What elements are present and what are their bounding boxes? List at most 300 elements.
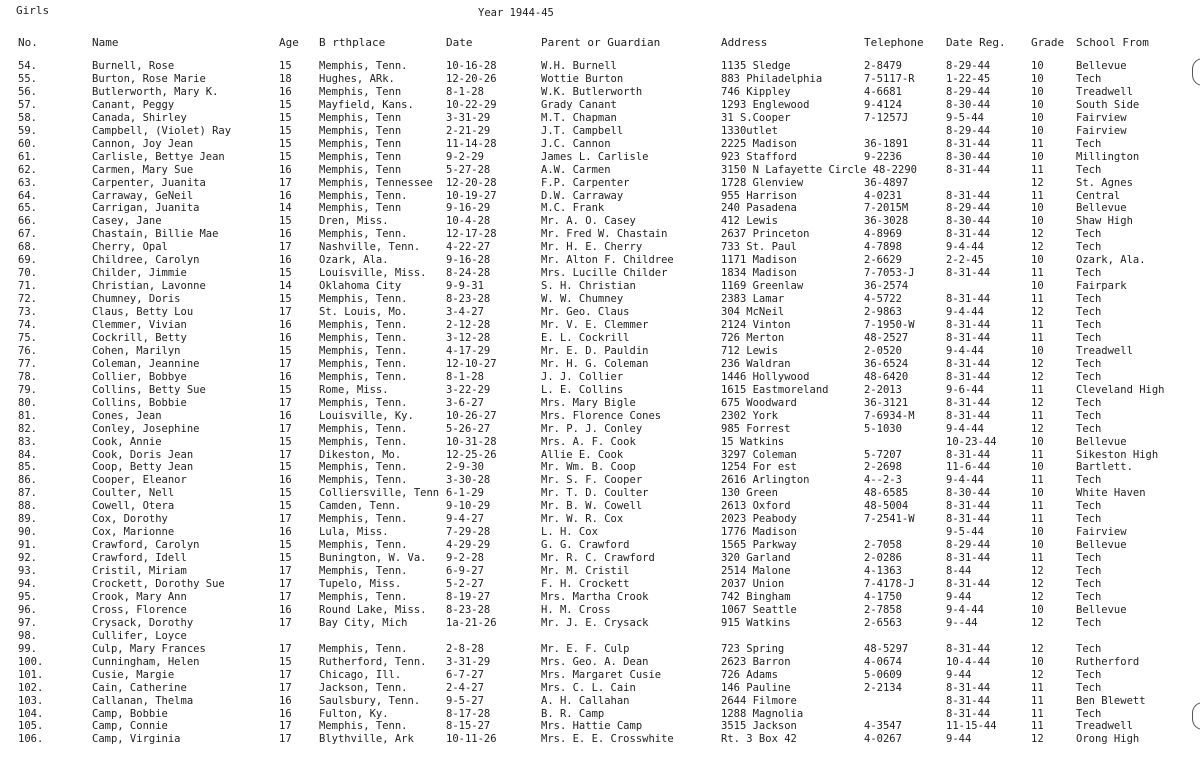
row-telephone: 7-6934-M [864,409,915,422]
row-age: 16 [279,603,292,616]
row-name: Cook, Annie [92,435,162,448]
row-date-reg: 9-4-44 [946,241,984,254]
row-parent: W. W. Chumney [541,293,624,306]
row-grade: 12 [1031,370,1044,383]
row-telephone: 4-6681 [864,85,902,98]
row-grade: 12 [1031,396,1044,409]
row-school-from: Bellevue [1076,539,1127,552]
row-address: 723 Spring [721,642,785,655]
table-row [0,487,1200,500]
row-no: 89. [18,513,37,526]
row-date-reg: 8-31-44 [946,137,991,150]
row-telephone: 4-1363 [864,565,902,578]
table-row [0,656,1200,669]
row-no: 101. [18,668,44,681]
row-address: 1776 Madison [721,526,797,539]
row-date: 8-23-28 [446,293,491,306]
row-date: 2-8-28 [446,642,484,655]
row-school-from: Fairview [1076,526,1127,539]
row-school-from: Treadwell [1076,720,1133,733]
row-address: 2637 Princeton [721,228,810,241]
row-address: 146 Pauline [721,681,791,694]
row-date-reg: 8-31-44 [946,448,991,461]
row-age: 17 [279,306,292,319]
row-grade: 10 [1031,655,1044,668]
row-no: 71. [18,280,37,293]
table-row [0,280,1200,293]
row-date-reg: 8-31-44 [946,163,991,176]
row-birthplace: Mayfield, Kans. [319,98,414,111]
row-address: 1067 Seattle [721,603,797,616]
table-row [0,474,1200,487]
row-address: 236 Waldran [721,357,791,370]
row-name: Childree, Carolyn [92,254,200,267]
row-no: 75. [18,331,37,344]
row-address: 726 Adams [721,668,778,681]
row-no: 57. [18,98,37,111]
row-parent: G. G. Crawford [541,539,630,552]
row-date: 9-10-29 [446,500,491,513]
row-grade: 12 [1031,642,1044,655]
row-birthplace: Memphis, Tennessee [319,176,433,189]
row-no: 80. [18,396,37,409]
row-no: 84. [18,448,37,461]
row-no: 64. [18,189,37,202]
row-name: Cooper, Eleanor [92,474,187,487]
row-school-from: Fairpark [1076,280,1127,293]
row-telephone: 48-5004 [864,500,909,513]
table-row [0,552,1200,565]
row-birthplace: Camden, Tenn. [319,500,402,513]
row-school-from: White Haven [1076,487,1146,500]
row-name: Clemmer, Vivian [92,319,187,331]
row-parent: Mr. J. E. Crysack [541,616,649,629]
row-address: 2616 Arlington [721,474,810,487]
row-grade: 10 [1031,280,1044,293]
row-birthplace: Ozark, Ala. [319,254,389,267]
row-date-reg: 8-31-44 [946,694,991,707]
row-school-from: Tech [1076,513,1102,526]
table-row [0,254,1200,267]
row-date: 8-1-28 [446,370,484,383]
row-date: 3-22-29 [446,383,491,396]
row-address: 1565 Parkway [721,539,797,552]
table-row [0,526,1200,539]
table-row [0,720,1200,733]
row-date-reg: 8-31-44 [946,500,991,513]
row-no: 79. [18,383,37,396]
row-school-from: Ben Blewett [1076,694,1146,707]
row-address: 1254 For est [721,461,797,474]
row-no: 59. [18,124,37,137]
row-parent: Mrs. A. F. Cook [541,435,636,448]
row-name: Carlisle, Bettye Jean [92,150,225,163]
row-name: Callanan, Thelma [92,694,194,707]
row-no: 68. [18,241,37,254]
row-telephone: 4-0674 [864,655,902,668]
row-name: Canada, Shirley [92,111,187,124]
row-date-reg: 8-31-44 [946,331,991,344]
table-row [0,241,1200,254]
row-age: 17 [279,422,292,435]
row-school-from: Tech [1076,396,1102,409]
row-age: 17 [279,590,292,603]
row-telephone: 2-2134 [864,681,902,694]
row-date: 10-22-29 [446,98,497,111]
row-no: 67. [18,228,37,241]
row-no: 91. [18,539,37,552]
row-age: 15 [279,539,292,552]
row-grade: 11 [1031,163,1044,176]
row-parent: F.P. Carpenter [541,176,630,189]
row-telephone: 9-2236 [864,150,902,163]
row-birthplace: Memphis, Tenn. [319,590,408,603]
table-row [0,500,1200,513]
row-age: 15 [279,487,292,500]
row-date: 8-24-28 [446,267,491,280]
row-grade: 12 [1031,228,1044,241]
row-age: 17 [279,357,292,370]
table-row [0,164,1200,177]
row-name: Camp, Connie [92,720,168,733]
row-birthplace: Jackson, Tenn. [319,681,408,694]
row-name: Collier, Bobbye [92,370,187,383]
row-age: 17 [279,668,292,681]
table-row [0,513,1200,526]
row-birthplace: Rome, Miss. [319,383,389,396]
row-no: 77. [18,357,37,370]
row-no: 104. [18,707,44,720]
row-no: 74. [18,319,37,331]
row-name: Conley, Josephine [92,422,200,435]
row-age: 16 [279,85,292,98]
table-row [0,267,1200,280]
row-telephone: 36-6524 [864,357,909,370]
row-parent: Mr. B. W. Cowell [541,500,643,513]
table-row [0,151,1200,164]
row-birthplace: Memphis, Tenn [319,137,402,150]
row-birthplace: Memphis, Tenn. [319,60,408,72]
row-grade: 10 [1031,72,1044,85]
row-grade: 12 [1031,306,1044,319]
header-date-reg: Date Reg. [946,36,1006,49]
row-birthplace: Chicago, Ill. [319,668,402,681]
row-address: 240 Pasadena [721,202,797,215]
row-birthplace: Memphis, Tenn. [319,720,408,733]
row-no: 54. [18,60,37,72]
row-name: Carmen, Mary Sue [92,163,194,176]
header-telephone: Telephone [864,36,924,49]
row-date-reg: 9-44 [946,733,972,746]
row-age: 17 [279,513,292,526]
row-name: Burnell, Rose [92,60,175,72]
row-date: 4-29-29 [446,539,491,552]
row-no: 70. [18,267,37,280]
table-row [0,539,1200,552]
row-date-reg: 8-31-44 [946,642,991,655]
row-telephone: 9-4124 [864,98,902,111]
row-school-from: South Side [1076,98,1140,111]
row-grade: 11 [1031,681,1044,694]
table-row [0,643,1200,656]
row-address: 1135 Sledge [721,60,791,72]
row-telephone: 4-3547 [864,720,902,733]
header-grade: Grade [1031,36,1065,49]
row-date-reg: 9-4-44 [946,422,984,435]
row-date: 9-2-29 [446,150,484,163]
row-grade: 10 [1031,344,1044,357]
row-parent: Allie E. Cook [541,448,624,461]
row-address: 2514 Malone [721,565,791,578]
row-address: 1834 Madison [721,267,797,280]
row-school-from: Tech [1076,681,1102,694]
row-parent: Mr. Alton F. Childree [541,254,674,267]
row-parent: Mrs. Martha Crook [541,590,649,603]
row-school-from: Tech [1076,319,1102,331]
row-school-from: Rutherford [1076,655,1140,668]
row-no: 72. [18,293,37,306]
row-telephone: 2-9863 [864,306,902,319]
row-school-from: Tech [1076,590,1102,603]
row-no: 106. [18,733,44,746]
row-grade: 11 [1031,513,1044,526]
row-grade: 10 [1031,150,1044,163]
row-name: Campbell, (Violet) Ray [92,124,232,137]
row-age: 17 [279,616,292,629]
row-date: 9-2-28 [446,552,484,565]
row-date: 10-31-28 [446,435,497,448]
row-grade: 11 [1031,500,1044,513]
row-address: 712 Lewis [721,344,778,357]
row-parent: Mr. Fred W. Chastain [541,228,668,241]
row-age: 17 [279,681,292,694]
table-row [0,617,1200,630]
row-telephone: 7-2541-W [864,513,915,526]
row-grade: 12 [1031,616,1044,629]
row-birthplace: Memphis, Tenn. [319,513,408,526]
table-row [0,461,1200,474]
row-school-from: Tech [1076,422,1102,435]
row-no: 95. [18,590,37,603]
row-telephone: 5-1030 [864,422,902,435]
row-date-reg: 8-31-44 [946,370,991,383]
row-parent: Mrs. Lucille Childer [541,267,668,280]
row-parent: W.H. Burnell [541,60,617,72]
table-row [0,733,1200,746]
row-no: 62. [18,163,37,176]
row-grade: 11 [1031,189,1044,202]
row-parent: Mrs. Margaret Cusie [541,668,662,681]
row-school-from: Tech [1076,137,1102,150]
table-row [0,99,1200,112]
row-birthplace: Memphis, Tenn. [319,474,408,487]
row-birthplace: Memphis, Tenn. [319,422,408,435]
row-age: 16 [279,694,292,707]
row-no: 63. [18,176,37,189]
row-no: 76. [18,344,37,357]
row-age: 15 [279,267,292,280]
table-row [0,202,1200,215]
row-parent: L. E. Collins [541,383,624,396]
row-grade: 10 [1031,526,1044,539]
row-no: 69. [18,254,37,267]
row-date: 6-7-27 [446,668,484,681]
row-date: 10-26-27 [446,409,497,422]
table-row [0,708,1200,721]
row-date: 8-1-28 [446,85,484,98]
row-birthplace: Memphis, Tenn. [319,344,408,357]
row-age: 17 [279,565,292,578]
row-date: 12-17-28 [446,228,497,241]
row-grade: 10 [1031,539,1044,552]
row-parent: M.T. Chapman [541,111,617,124]
table-row [0,578,1200,591]
header-school-from: School From [1076,36,1149,49]
row-address: 2124 Vinton [721,319,791,331]
row-address: 2037 Union [721,578,785,590]
row-no: 88. [18,500,37,513]
row-telephone: 7-2015M [864,202,909,215]
row-birthplace: Oklahoma City [319,280,402,293]
row-birthplace: St. Louis, Mo. [319,306,408,319]
row-school-from: Tech [1076,163,1102,176]
row-date: 10-11-26 [446,733,497,746]
row-date-reg: 2-2-45 [946,254,984,267]
row-birthplace: Memphis, Tenn [319,202,402,215]
row-date-reg: 8-29-44 [946,202,991,215]
row-parent: Mrs. Hattie Camp [541,720,643,733]
header-no: No. [18,36,38,49]
row-date-reg: 10-4-44 [946,655,991,668]
row-grade: 11 [1031,267,1044,280]
row-telephone: 36-2574 [864,280,909,293]
row-address: 883 Philadelphia [721,72,823,85]
row-date-reg: 8-30-44 [946,98,991,111]
row-parent: Mrs. Geo. A. Dean [541,655,649,668]
table-row [0,695,1200,708]
row-age: 16 [279,163,292,176]
row-parent: Mrs. Mary Bigle [541,396,636,409]
row-grade: 12 [1031,422,1044,435]
row-address: Rt. 3 Box 42 [721,733,797,746]
row-date: 3-6-27 [446,396,484,409]
row-parent: Mr. H. E. Cherry [541,241,643,254]
row-date: 3-31-29 [446,655,491,668]
row-address: 1293 Englewood [721,98,810,111]
table-row [0,86,1200,99]
row-school-from: Ozark, Ala. [1076,254,1146,267]
table-row [0,228,1200,241]
row-address: 2023 Peabody [721,513,797,526]
row-address: 923 Stafford [721,150,797,163]
row-date-reg: 8-31-44 [946,513,991,526]
row-date: 9-9-31 [446,280,484,293]
row-no: 99. [18,642,37,655]
row-date: 3-30-28 [446,474,491,487]
row-parent: E. L. Cockrill [541,331,630,344]
row-name: Casey, Jane [92,215,162,228]
row-name: Collins, Bobbie [92,396,187,409]
row-school-from: Fairview [1076,124,1127,137]
row-birthplace: Louisville, Ky. [319,409,414,422]
row-date-reg: 8-30-44 [946,487,991,500]
row-grade: 10 [1031,435,1044,448]
row-name: Carraway, GeNeil [92,189,194,202]
row-parent: S. H. Christian [541,280,636,293]
row-age: 18 [279,72,292,85]
row-birthplace: Memphis, Tenn [319,111,402,124]
row-no: 61. [18,150,37,163]
row-date-reg: 8-29-44 [946,124,991,137]
row-parent: Mr. E. D. Pauldin [541,344,649,357]
row-telephone: 4-8969 [864,228,902,241]
row-telephone: 2-0286 [864,552,902,565]
row-grade: 11 [1031,720,1044,733]
table-row [0,436,1200,449]
row-parent: Mrs. C. L. Cain [541,681,636,694]
row-grade: 10 [1031,124,1044,137]
row-birthplace: Memphis, Tenn [319,124,402,137]
row-age: 16 [279,707,292,720]
row-grade: 10 [1031,98,1044,111]
row-telephone: 2-6563 [864,616,902,629]
row-age: 17 [279,578,292,590]
row-grade: 11 [1031,319,1044,331]
row-date: 12-20-28 [446,176,497,189]
row-name: Crockett, Dorothy Sue [92,578,225,590]
section-label: Girls [16,4,50,17]
row-birthplace: Memphis, Tenn. [319,565,408,578]
row-date: 2-9-30 [446,461,484,474]
row-address: 15 Watkins [721,435,785,448]
row-date-reg: 8-31-44 [946,707,991,720]
row-name: Chumney, Doris [92,293,181,306]
row-birthplace: Memphis, Tenn. [319,370,408,383]
row-birthplace: Fulton, Ky. [319,707,389,720]
row-name: Carrigan, Juanita [92,202,200,215]
row-no: 85. [18,461,37,474]
row-age: 15 [279,150,292,163]
row-name: Cones, Jean [92,409,162,422]
row-school-from: Tech [1076,565,1102,578]
row-school-from: Tech [1076,668,1102,681]
row-parent: Wottie Burton [541,72,624,85]
row-age: 15 [279,137,292,150]
row-name: Camp, Bobbie [92,707,168,720]
row-date: 4-17-29 [446,344,491,357]
row-telephone: 2-7058 [864,539,902,552]
row-name: Burton, Rose Marie [92,72,206,85]
row-date: 5-2-27 [446,578,484,590]
row-name: Culp, Mary Frances [92,642,206,655]
row-date: 3-12-28 [446,331,491,344]
row-birthplace: Rutherford, Tenn. [319,655,427,668]
row-date-reg: 9-6-44 [946,383,984,396]
row-birthplace: Memphis, Tenn [319,150,402,163]
row-grade: 12 [1031,565,1044,578]
row-parent: B. R. Camp [541,707,605,720]
row-telephone: 36-3121 [864,396,909,409]
row-no: 86. [18,474,37,487]
row-name: Cook, Doris Jean [92,448,194,461]
row-parent: Mr. Geo. Claus [541,306,630,319]
table-row [0,591,1200,604]
row-telephone: 48-6585 [864,487,909,500]
row-parent: W.K. Butlerworth [541,85,643,98]
row-date-reg: 8-29-44 [946,539,991,552]
row-telephone: 36-3028 [864,215,909,228]
row-date: 12-10-27 [446,357,497,370]
